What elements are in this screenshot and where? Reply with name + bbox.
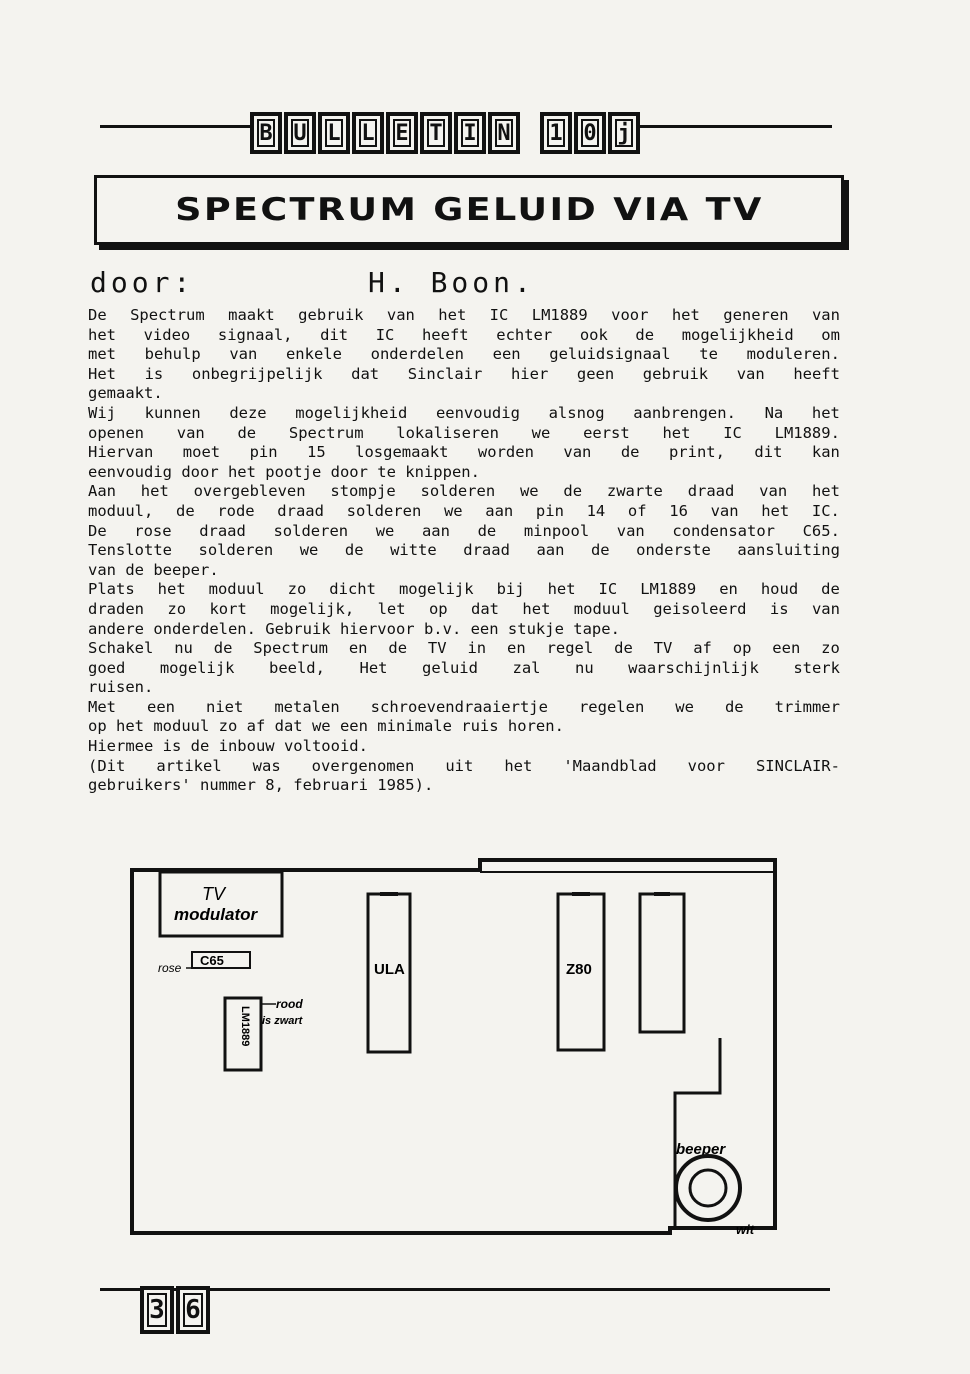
article-word: LM1889.	[774, 423, 840, 442]
article-line	[88, 326, 840, 346]
capacitor-label: C65	[200, 953, 224, 968]
article-word: SINCLAIR-	[755, 756, 840, 775]
article-word: moduul	[208, 580, 265, 599]
article-word: van	[811, 306, 840, 324]
article-word: geluid	[421, 658, 478, 677]
article-word: was	[252, 756, 281, 775]
article-word: ook	[579, 325, 608, 344]
article-word: losgemaakt	[355, 443, 449, 462]
article-word: om	[821, 325, 840, 344]
article-word: IC	[375, 325, 395, 344]
article-word: (Dit	[88, 756, 126, 775]
article-word: echter	[496, 325, 553, 344]
article-word: rose	[134, 521, 172, 540]
article-word: eerst	[583, 423, 630, 442]
byline-label: door:	[90, 266, 195, 299]
article-word: van	[736, 364, 765, 383]
masthead-letter: I	[454, 112, 486, 154]
article-word: draad	[687, 482, 735, 501]
article-word: het	[157, 580, 186, 599]
article-line: ruisen.	[88, 678, 154, 697]
article-word: mogelijkheid	[681, 325, 794, 344]
masthead-letter: T	[420, 112, 452, 154]
article-word: en	[348, 639, 368, 658]
author-name: H. Boon.	[368, 266, 535, 299]
article-word: het	[761, 501, 790, 520]
article-word: geluidsignaal	[549, 345, 671, 364]
article-line	[88, 365, 840, 385]
article-word: gebruik	[298, 306, 364, 324]
article-line	[88, 580, 840, 600]
article-word: nu	[574, 658, 594, 677]
issue-masthead	[540, 112, 640, 154]
article-line	[88, 482, 840, 502]
article-word: condensator	[672, 521, 775, 540]
article-word: waarschijnlijk	[628, 658, 759, 677]
article-word: moduleren.	[746, 345, 840, 364]
article-word: het	[671, 306, 700, 324]
article-word: geen	[576, 364, 615, 383]
article-word: artikel	[156, 756, 222, 775]
article-word: af	[693, 639, 712, 658]
article-word: dat	[471, 599, 500, 618]
article-word: TV	[427, 639, 447, 658]
article-word: we	[675, 697, 694, 716]
article-word: minpool	[523, 521, 590, 540]
article-word: we	[443, 501, 463, 520]
article-word: Schakel	[88, 639, 154, 658]
beeper-label: beeper	[676, 1141, 726, 1158]
article-word: houd	[760, 580, 799, 599]
article-word: behulp	[144, 345, 201, 364]
article-word: aan	[536, 541, 565, 560]
article-word: 15	[307, 443, 326, 462]
article-word: het	[811, 403, 840, 422]
tv-modulator-label-1: TV	[202, 884, 226, 904]
article-word: de	[477, 521, 497, 540]
article-line	[88, 502, 840, 522]
article-word: C65.	[802, 521, 840, 540]
article-word: met	[88, 345, 116, 364]
masthead-letter: L	[352, 112, 384, 154]
page-digit: 3	[140, 1286, 174, 1334]
article-word: pin	[249, 443, 278, 462]
article-word: zwarte	[606, 482, 663, 501]
article-word: op	[428, 599, 448, 618]
article-line	[88, 600, 840, 620]
article-title: SPECTRUM GELUID VIA TV	[174, 192, 764, 228]
article-word: moduul,	[88, 501, 154, 520]
article-word: een	[147, 697, 175, 716]
article-word: aan	[421, 521, 450, 540]
article-line	[88, 522, 840, 542]
article-word: zo	[167, 599, 187, 618]
article-word: de	[213, 639, 233, 658]
article-word: generen	[723, 306, 789, 324]
article-word: onderste	[636, 541, 711, 560]
article-line	[88, 345, 840, 365]
article-line	[88, 306, 840, 326]
article-word: mogelijk	[398, 580, 474, 599]
article-line	[88, 659, 840, 679]
article-body	[88, 306, 840, 796]
article-word: onderdelen	[370, 345, 464, 364]
tv-modulator-label-2: modulator	[174, 905, 258, 924]
ula-label: ULA	[374, 961, 405, 978]
article-word: signaal,	[217, 325, 293, 344]
article-word: stompje	[330, 482, 396, 501]
article-word: het	[504, 756, 533, 775]
article-word: het	[140, 482, 169, 501]
article-line: gemaakt.	[88, 384, 163, 403]
article-word: hier	[510, 364, 549, 383]
rose-label: rose	[158, 961, 182, 975]
article-line	[88, 698, 840, 718]
article-word: zo	[821, 639, 840, 658]
article-word: heeft	[421, 325, 469, 344]
article-word: in	[467, 639, 487, 658]
article-word: rode	[217, 501, 255, 520]
article-word: De	[88, 521, 107, 540]
article-word: alsnog	[548, 403, 605, 422]
article-line: op het moduul zo af dat we een minimale ruis horen.	[88, 717, 564, 736]
header-rule-left	[100, 125, 252, 128]
article-word: de	[590, 541, 610, 560]
article-word: Spectrum	[288, 423, 364, 442]
article-word: regelen	[578, 697, 645, 716]
article-word: de	[344, 541, 364, 560]
chip-z80-notch	[572, 892, 590, 896]
article-word: van	[759, 482, 788, 501]
article-word: voor	[611, 306, 649, 324]
article-word: aanbrengen.	[633, 403, 736, 422]
article-word: we	[531, 423, 551, 442]
article-word: Plats	[88, 580, 135, 599]
article-word: Hiervan	[88, 443, 154, 462]
masthead-letter: N	[488, 112, 520, 154]
article-word: IC.	[811, 501, 840, 520]
article-word: Met	[88, 697, 116, 716]
article-word: uit	[445, 756, 474, 775]
article-line	[88, 443, 840, 463]
article-word: beeld,	[268, 658, 325, 677]
article-word: print,	[668, 443, 725, 462]
article-word: van	[710, 501, 739, 520]
article-word: we	[299, 541, 319, 560]
article-word: goed	[88, 658, 126, 677]
article-word: aan	[485, 501, 514, 520]
rood-label: rood	[276, 997, 303, 1011]
article-word: IC	[489, 306, 509, 324]
article-word: LM1889	[640, 580, 697, 599]
article-word: pin	[535, 501, 564, 520]
article-word: het	[811, 482, 840, 501]
article-word: 16	[669, 501, 688, 520]
masthead-letter: B	[250, 112, 282, 154]
article-line	[88, 541, 840, 561]
article-word: op	[732, 639, 752, 658]
board-notch	[675, 1038, 720, 1228]
zwart-label: is zwart	[262, 1015, 303, 1027]
article-word: solderen	[198, 541, 274, 560]
issue-letter: j	[608, 112, 640, 154]
article-word: de	[620, 443, 640, 462]
article-word: de	[821, 580, 840, 599]
byline	[86, 266, 846, 306]
article-word: overgebleven	[193, 482, 306, 501]
article-word: van	[616, 521, 645, 540]
article-word: regel	[546, 639, 594, 658]
article-word: dicht	[329, 580, 376, 599]
article-word: het	[88, 325, 116, 344]
article-word: het	[547, 580, 576, 599]
article-line: Hiermee is de inbouw voltooid.	[88, 737, 368, 756]
article-word: een	[492, 345, 521, 364]
article-word: Spectrum	[130, 306, 205, 324]
board-diagram	[130, 858, 780, 1250]
article-word: draden	[88, 599, 144, 618]
article-word: draad	[277, 501, 324, 520]
article-word: de	[175, 501, 195, 520]
article-word: witte	[390, 541, 437, 560]
article-word: onbegrijpelijk	[191, 364, 323, 383]
article-word: IC	[598, 580, 618, 599]
board-diagram-svg	[130, 858, 780, 1250]
article-word: Het	[359, 658, 388, 677]
article-word: TV	[653, 639, 673, 658]
article-word: openen	[88, 423, 144, 442]
article-word: Tenslotte	[88, 541, 172, 560]
article-word: IC	[723, 423, 742, 442]
article-line	[88, 757, 840, 777]
article-line	[88, 424, 840, 444]
article-word: Spectrum	[253, 639, 328, 658]
article-word: gebruik	[642, 364, 709, 383]
article-word: sterk	[793, 658, 840, 677]
article-word: of	[627, 501, 647, 520]
article-word: kan	[811, 443, 840, 462]
article-word: niet	[206, 697, 244, 716]
article-word: Sinclair	[407, 364, 483, 383]
beeper-outer	[676, 1156, 740, 1220]
beeper-inner	[690, 1170, 726, 1206]
chip-ula-notch	[380, 892, 398, 896]
issue-letter: 0	[574, 112, 606, 154]
article-word: mogelijkheid	[295, 403, 408, 422]
article-word: enkele	[285, 345, 342, 364]
article-word: metalen	[274, 697, 340, 716]
article-word: kunnen	[144, 403, 201, 422]
article-word: het	[522, 599, 551, 618]
article-word: en	[507, 639, 526, 658]
article-word: we	[519, 482, 539, 501]
article-line: gebruikers' nummer 8, februari 1985).	[88, 776, 434, 795]
article-word: dat	[351, 364, 380, 383]
article-word: draad	[199, 521, 246, 540]
article-word: geisoleerd	[653, 599, 747, 618]
page-number	[140, 1286, 210, 1334]
masthead-letter: E	[386, 112, 418, 154]
article-word: het	[438, 306, 467, 324]
article-word: moet	[182, 443, 221, 462]
article-word: maakt	[228, 306, 275, 324]
article-word: trimmer	[774, 697, 840, 716]
article-word: schroevendraaiertje	[370, 697, 548, 716]
article-word: dit	[320, 325, 349, 344]
article-word: let	[377, 599, 406, 618]
article-word: nu	[174, 639, 193, 658]
article-title-box	[94, 175, 844, 245]
article-word: deze	[229, 403, 267, 422]
page-digit: 6	[176, 1286, 210, 1334]
masthead-letter: L	[318, 112, 350, 154]
article-word: overgenomen	[311, 756, 415, 775]
article-word: 14	[586, 501, 606, 520]
article-word: draad	[463, 541, 510, 560]
article-word: dit	[754, 443, 783, 462]
article-word: voor	[687, 756, 725, 775]
article-word: mogelijk,	[270, 599, 355, 618]
chip-rom	[640, 894, 684, 1032]
article-word: het	[662, 423, 691, 442]
article-word: de	[614, 639, 633, 658]
article-word: kort	[209, 599, 247, 618]
z80-label: Z80	[566, 961, 592, 978]
article-word: de	[724, 697, 744, 716]
article-word: de	[635, 325, 655, 344]
article-word: de	[388, 639, 408, 658]
article-word: de	[237, 423, 257, 442]
article-word: Wij	[88, 403, 116, 422]
article-word: Na	[764, 403, 784, 422]
chip-rom-notch	[654, 892, 670, 896]
article-word: mogelijk	[159, 658, 235, 677]
wit-label: wit	[736, 1222, 755, 1237]
article-word: en	[719, 580, 738, 599]
masthead-letter: U	[284, 112, 316, 154]
article-word: te	[699, 345, 718, 364]
article-word: solderen	[273, 521, 349, 540]
article-word: lokaliseren	[396, 423, 499, 442]
article-word: aansluiting	[737, 541, 840, 560]
article-word: heeft	[793, 364, 840, 383]
tv-modulator	[160, 872, 282, 936]
article-word: bij	[496, 580, 525, 599]
article-word: Aan	[88, 482, 116, 501]
article-word: worden	[477, 443, 534, 462]
article-word: LM1889	[531, 306, 588, 324]
issue-letter: 1	[540, 112, 572, 154]
article-word: video	[143, 325, 191, 344]
article-word: Het	[88, 364, 116, 383]
article-word: solderen	[420, 482, 496, 501]
article-word: solderen	[346, 501, 422, 520]
article-word: zo	[287, 580, 307, 599]
article-word: we	[375, 521, 395, 540]
article-word: van	[229, 345, 258, 364]
article-word: is	[769, 599, 789, 618]
article-word: De	[88, 306, 107, 324]
article-word: een	[772, 639, 801, 658]
article-word: 'Maandblad	[563, 756, 657, 775]
bulletin-masthead	[250, 112, 520, 154]
article-line	[88, 404, 840, 424]
ic-lm1889-label: LM1889	[239, 1006, 251, 1047]
header-rule-right	[637, 125, 832, 128]
article-line: andere onderdelen. Gebruik hiervoor b.v. een stukje tape.	[88, 619, 620, 638]
article-line: van de beeper.	[88, 560, 219, 579]
article-line	[88, 639, 840, 659]
article-word: moduul	[573, 599, 630, 618]
article-word: is	[144, 364, 164, 383]
article-word: de	[563, 482, 583, 501]
article-word: van	[811, 599, 840, 618]
article-word: van	[386, 306, 415, 324]
article-word: eenvoudig	[435, 403, 520, 422]
article-line: eenvoudig door het pootje door te knippen.	[88, 462, 480, 481]
article-word: van	[176, 423, 205, 442]
article-word: zal	[512, 658, 541, 677]
article-word: van	[563, 443, 592, 462]
